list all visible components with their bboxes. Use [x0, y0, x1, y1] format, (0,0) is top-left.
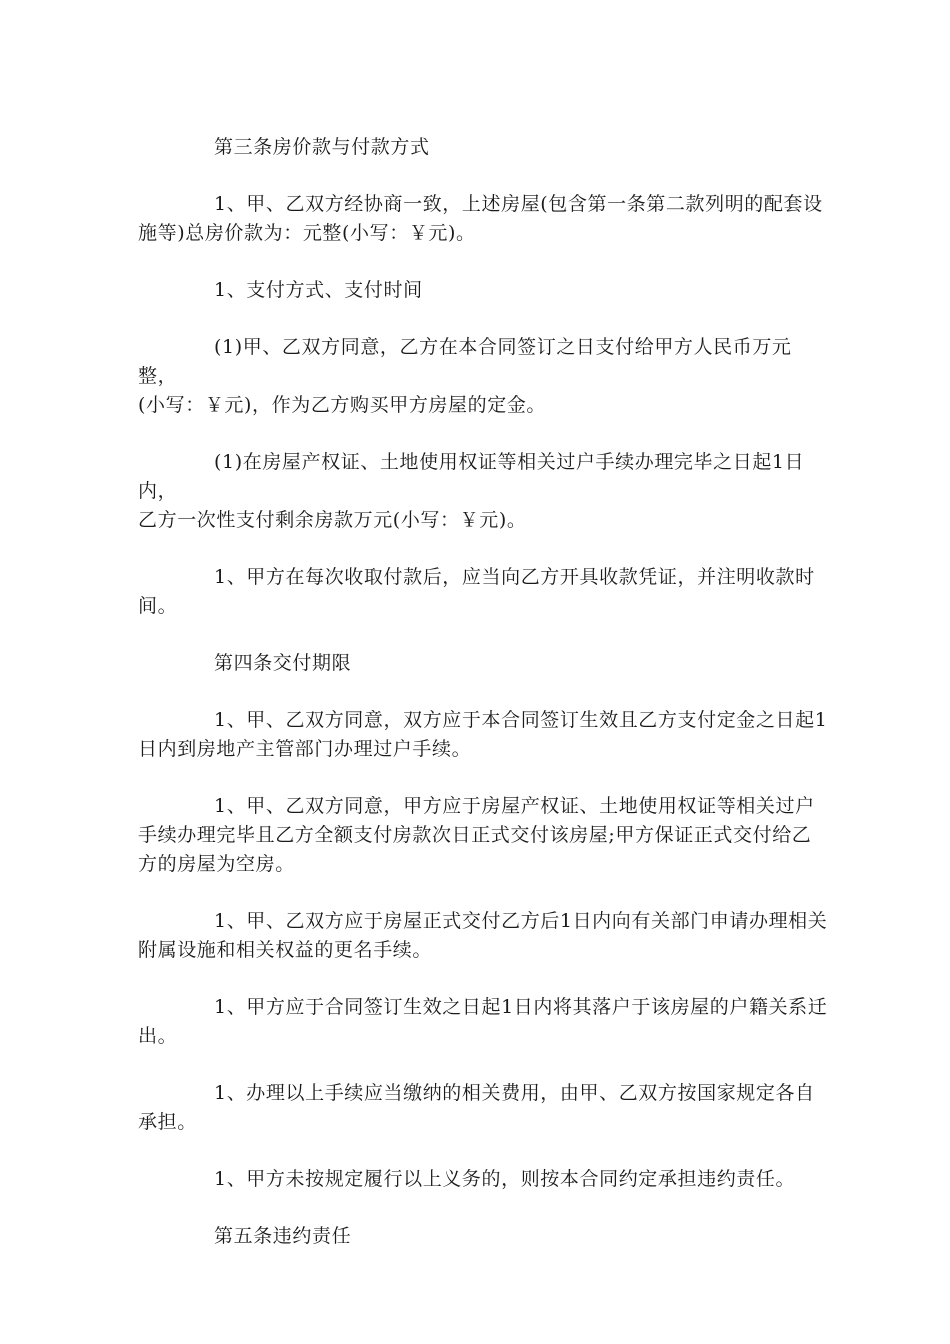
document-body — [138, 133, 828, 1251]
text-line: 1、甲、乙双方应于房屋正式交付乙方后1日内向有关部门申请办理相关 — [214, 910, 828, 932]
paragraph-remaining-payment — [138, 448, 828, 535]
text-line: 1、甲、乙双方经协商一致，上述房屋(包含第一条第二款列明的配套设 — [214, 193, 823, 215]
text-line: 第五条违约责任 — [214, 1225, 352, 1247]
paragraph-fees — [138, 1079, 828, 1137]
paragraph-delivery — [138, 792, 828, 879]
text-line: 间。 — [138, 595, 178, 617]
text-line: 1、甲、乙双方同意，双方应于本合同签订生效且乙方支付定金之日起1 — [214, 709, 828, 731]
text-line: 1、支付方式、支付时间 — [214, 279, 423, 301]
paragraph-payment-method — [138, 276, 828, 305]
paragraph-total-price — [138, 190, 828, 248]
paragraph-household-registration — [138, 993, 828, 1051]
text-line: 第三条房价款与付款方式 — [214, 136, 430, 158]
text-line: 1、甲、乙双方同意，甲方应于房屋产权证、土地使用权证等相关过户 — [214, 795, 815, 817]
paragraph-transfer-procedure — [138, 706, 828, 764]
text-line: 1、甲方在每次收取付款后，应当向乙方开具收款凭证，并注明收款时 — [214, 566, 815, 588]
text-line: 承担。 — [138, 1111, 197, 1133]
text-line: 出。 — [138, 1025, 178, 1047]
text-line: 乙方一次性支付剩余房款万元(小写：￥元)。 — [138, 509, 527, 531]
text-line: 1、甲方应于合同签订生效之日起1日内将其落户于该房屋的户籍关系迁 — [214, 996, 828, 1018]
paragraph-receipt — [138, 563, 828, 621]
text-line: 施等)总房价款为：元整(小写：￥元)。 — [138, 222, 476, 244]
text-line: 附属设施和相关权益的更名手续。 — [138, 939, 433, 961]
paragraph-breach-obligation — [138, 1165, 828, 1194]
text-line: 手续办理完毕且乙方全额支付房款次日正式交付该房屋;甲方保证正式交付给乙 — [138, 824, 812, 846]
paragraph-rename-procedure — [138, 907, 828, 965]
text-line: (1)甲、乙双方同意，乙方在本合同签订之日支付给甲方人民币万元整， — [138, 336, 792, 387]
text-line: 方的房屋为空房。 — [138, 853, 295, 875]
text-line: 日内到房地产主管部门办理过户手续。 — [138, 738, 472, 760]
text-line: (小写：￥元)，作为乙方购买甲方房屋的定金。 — [138, 394, 547, 416]
section-heading-article-5 — [138, 1222, 828, 1251]
text-line: 第四条交付期限 — [214, 652, 352, 674]
paragraph-deposit — [138, 333, 828, 420]
text-line: 1、办理以上手续应当缴纳的相关费用，由甲、乙双方按国家规定各自 — [214, 1082, 815, 1104]
text-line: 1、甲方未按规定履行以上义务的，则按本合同约定承担违约责任。 — [214, 1168, 796, 1190]
section-heading-article-3 — [138, 133, 828, 162]
text-line: (1)在房屋产权证、土地使用权证等相关过户手续办理完毕之日起1日内， — [138, 451, 805, 502]
section-heading-article-4 — [138, 649, 828, 678]
